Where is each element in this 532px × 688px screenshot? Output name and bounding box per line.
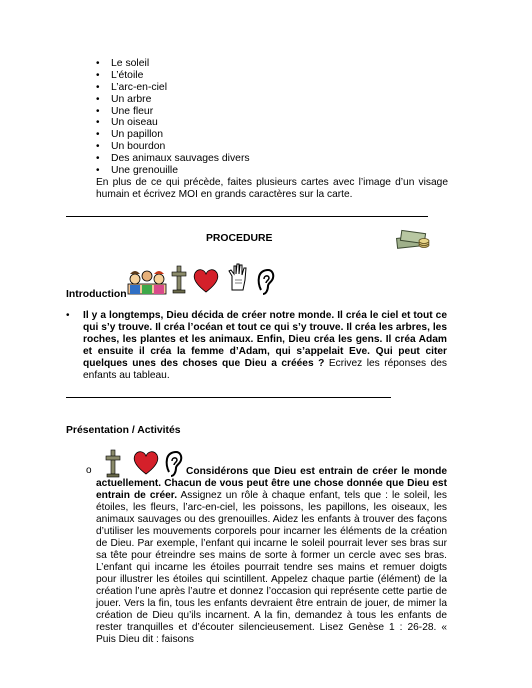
procedure-heading: PROCEDURE bbox=[206, 233, 273, 244]
money-icon bbox=[393, 228, 431, 250]
introduction-text bbox=[83, 310, 447, 382]
activities-label: Présentation / Activités bbox=[66, 425, 181, 436]
activities-bold-text: Considérons que Dieu est entrain de créer le monde actuellement. Chacun de vous peut être une chose donnée que Dieu est entrain de créer. bbox=[96, 466, 447, 501]
list-item: • Un oiseau bbox=[96, 117, 250, 129]
list-item: • Des animaux sauvages divers bbox=[96, 153, 250, 165]
hand-icon bbox=[226, 262, 252, 292]
intro-bullet: • bbox=[66, 310, 70, 321]
activities-bullet: o bbox=[86, 465, 92, 476]
list-item: • Le soleil bbox=[96, 58, 250, 70]
children-group-icon bbox=[126, 266, 168, 296]
list-item: • Un bourdon bbox=[96, 141, 250, 153]
divider-bottom bbox=[66, 397, 391, 398]
item-list bbox=[96, 58, 250, 177]
introduction-bold-text: Il y a longtemps, Dieu décida de créer notre monde. Il créa le ciel et tout ce qui s’y trouve. Il créa l’océan et tout ce qui s’y trouve. Il créa les arbres, les roches, les plantes et les animaux. Enfin, Dieu créa les gens. Il créa Adam et ensuite il créa la femme d’Adam, qui s’appelait Eve. Qui peut citer quelques unes des choses que Dieu a créées ? bbox=[83, 310, 447, 369]
heart-icon bbox=[192, 268, 220, 294]
list-item: • Un arbre bbox=[96, 94, 250, 106]
list-item: • L’étoile bbox=[96, 70, 250, 82]
list-item: • Un papillon bbox=[96, 129, 250, 141]
list-item: • Une fleur bbox=[96, 106, 250, 118]
list-item: • Une grenouille bbox=[96, 165, 250, 177]
cross-icon bbox=[170, 264, 188, 296]
introduction-plain-text: Ecrivez les réponses des enfants au tableau. bbox=[83, 358, 447, 381]
divider-top bbox=[66, 216, 428, 217]
activities-text bbox=[96, 466, 447, 646]
ear-icon bbox=[256, 268, 276, 296]
cards-note: En plus de ce qui précède, faites plusieurs cartes avec l’image d’un visage humain et écrivez MOI en grands caractères sur la carte. bbox=[96, 177, 448, 200]
list-item: • L’arc-en-ciel bbox=[96, 82, 250, 94]
activities-plain-text: Assignez un rôle à chaque enfant, tels que : le soleil, les étoiles, les fleurs, l’arc-en-ciel, les poissons, les papillons, les oiseaux, les animaux sauvages ou des grenouilles. Aidez les enfants à trouver des façons d’utiliser les mouvements corporels pour incarner les éléments de la création de Dieu. Par exemple, l’enfant qui incarne le soleil pourrait lever ses bras sur sa tête pour étreindre ses mains de sorte à former un cercle avec ses bras. L’enfant qui incarne les étoiles pourrait tendre ses mains et remuer doigts pour illustrer les étoiles qui scintillent. Appelez chaque partie (élément) de la création l’une après l’autre et donnez l’occasion qui représente cette partie de jouer. Vers la fin, tous les enfants devraient être entrain de jouer, de mimer la création de Dieu qu’ils incarnent. A la fin, demandez à tous les enfants de rester tranquilles et d’écouter silencieusement. Lisez Genèse 1 : 26-28. « Puis Dieu dit : faisons bbox=[96, 490, 447, 645]
introduction-label: Introduction bbox=[66, 289, 127, 300]
